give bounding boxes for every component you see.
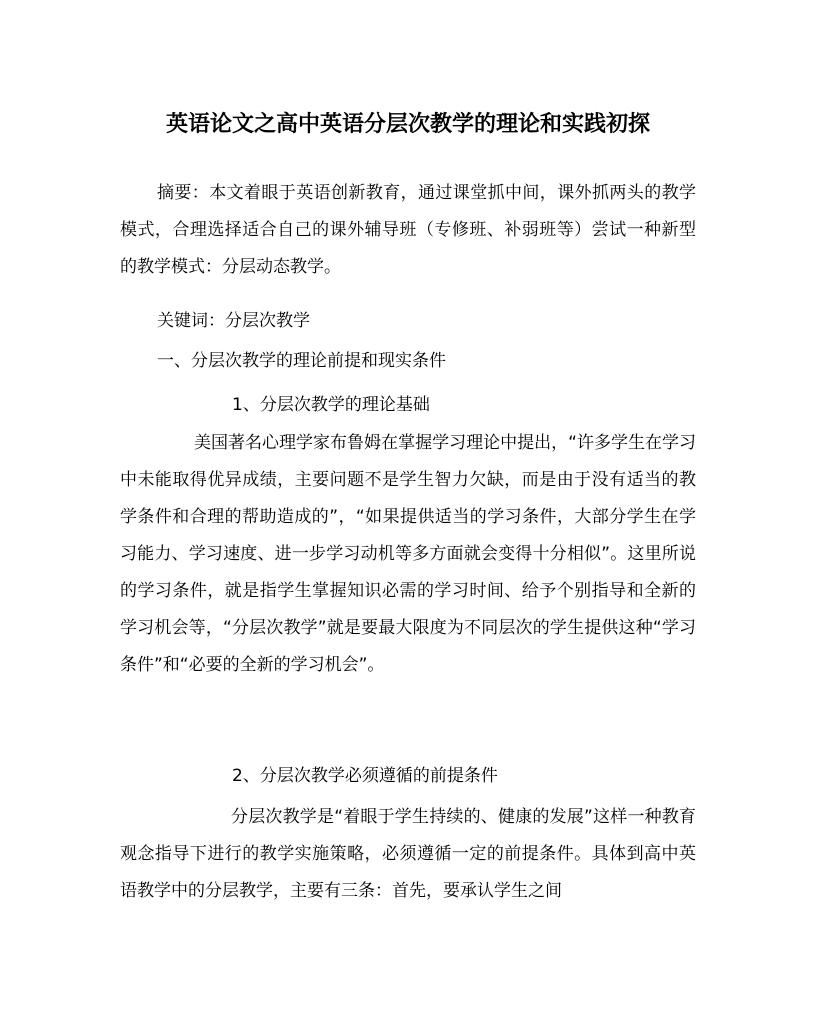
section-heading-1: 一、分层次教学的理论前提和现实条件 [157, 351, 446, 371]
body-paragraph-2: 分层次教学是“着眼于学生持续的、健康的发展”这样一种教育观念指导下进行的教学实施策略，必须遵循一定的前提条件。具体到高中英语教学中的分层教学，主要有三条：首先，要承认学生之间 [120, 807, 696, 901]
keywords-line: 关键词：分层次教学 [157, 311, 310, 331]
subsection-heading-2: 2、分层次教学必须遵循的前提条件 [232, 766, 498, 786]
body-paragraph-1: 美国著名心理学家布鲁姆在掌握学习理论中提出，“许多学生在学习中未能取得优异成绩，主要问题不是学生智力欠缺，而是由于没有适当的教学条件和合理的帮助造成的”，“如果提供适当的学习条件，大部分学生在学习能力、学习速度、进一步学习动机等多方面就会变得十分相似”。这里所说的学习条件，就是指学生掌握知识必需的学习时间、给予个别指导和全新的学习机会等，“分层次教学”就是要最大限度为不同层次的学生提供这种“学习条件”和“必要的全新的学习机会”。 [120, 433, 696, 675]
subsection-heading-1: 1、分层次教学的理论基础 [232, 395, 430, 415]
document-title: 英语论文之高中英语分层次教学的理论和实践初探 [165, 111, 650, 137]
abstract-paragraph: 摘要：本文着眼于英语创新教育，通过课堂抓中间，课外抓两头的教学模式，合理选择适合自己的课外辅导班（专修班、补弱班等）尝试一种新型的教学模式：分层动态教学。 [120, 183, 696, 277]
